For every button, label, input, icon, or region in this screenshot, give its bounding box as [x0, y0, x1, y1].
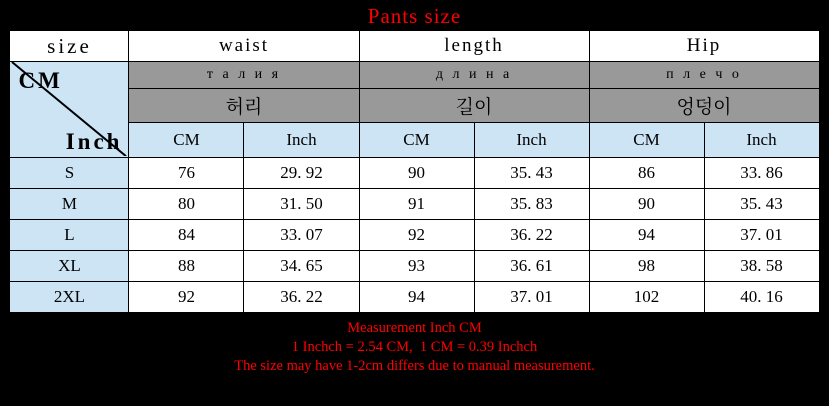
cell-hip-cm: 94 — [589, 220, 704, 251]
cell-hip-inch: 40. 16 — [704, 282, 819, 313]
header-group-waist-ru: т а л и я — [129, 62, 359, 89]
corner-unit-cell — [10, 62, 129, 158]
table-row — [10, 282, 819, 313]
header-unit-length-inch: Inch — [474, 122, 589, 157]
cell-length-inch: 36. 61 — [474, 251, 589, 282]
cell-waist-cm: 88 — [129, 251, 244, 282]
cell-waist-inch: 33. 07 — [244, 220, 359, 251]
header-row-korean — [10, 89, 819, 122]
cell-length-inch: 35. 43 — [474, 158, 589, 189]
cell-waist-cm: 92 — [129, 282, 244, 313]
cell-waist-cm: 76 — [129, 158, 244, 189]
header-group-length-ko: 길이 — [359, 89, 589, 122]
table-row — [10, 158, 819, 189]
header-unit-length-cm: CM — [359, 122, 474, 157]
cell-length-cm: 91 — [359, 189, 474, 220]
header-group-length-ru: д л и н а — [359, 62, 589, 89]
cell-length-cm: 94 — [359, 282, 474, 313]
header-size-label: size — [10, 31, 129, 62]
cell-length-cm: 92 — [359, 220, 474, 251]
table-row — [10, 189, 819, 220]
cell-hip-cm: 90 — [589, 189, 704, 220]
header-unit-waist-inch: Inch — [244, 122, 359, 157]
note-line-3: The size may have 1-2cm differs due to manual measurement. — [234, 358, 595, 374]
header-row-main — [10, 31, 819, 62]
header-unit-waist-cm: CM — [129, 122, 244, 157]
cell-length-cm: 93 — [359, 251, 474, 282]
measurement-notes — [0, 313, 829, 376]
page-title: Pants size — [367, 4, 462, 28]
row-size-label: M — [10, 189, 129, 220]
cell-waist-cm: 80 — [129, 189, 244, 220]
cell-hip-inch: 35. 43 — [704, 189, 819, 220]
cell-hip-cm: 102 — [589, 282, 704, 313]
row-size-label: XL — [10, 251, 129, 282]
header-unit-hip-inch: Inch — [704, 122, 819, 157]
cell-waist-inch: 36. 22 — [244, 282, 359, 313]
cell-waist-inch: 34. 65 — [244, 251, 359, 282]
size-chart-table — [9, 30, 819, 313]
header-row-units — [10, 122, 819, 157]
cell-hip-inch: 33. 86 — [704, 158, 819, 189]
cell-hip-cm: 86 — [589, 158, 704, 189]
corner-inch-label: Inch — [65, 129, 123, 154]
cell-hip-cm: 98 — [589, 251, 704, 282]
cell-waist-cm: 84 — [129, 220, 244, 251]
cell-waist-inch: 31. 50 — [244, 189, 359, 220]
note-line-1: Measurement Inch CM — [347, 320, 482, 336]
header-group-hip-ru: п л е ч о — [589, 62, 819, 89]
header-group-waist: waist — [129, 31, 359, 62]
cell-length-inch: 37. 01 — [474, 282, 589, 313]
corner-cm-label: CM — [18, 68, 63, 93]
header-unit-hip-cm: CM — [589, 122, 704, 157]
header-group-length: length — [359, 31, 589, 62]
cell-length-inch: 35. 83 — [474, 189, 589, 220]
cell-hip-inch: 37. 01 — [704, 220, 819, 251]
header-group-hip-ko: 엉덩이 — [589, 89, 819, 122]
header-group-hip: Hip — [589, 31, 819, 62]
cell-length-inch: 36. 22 — [474, 220, 589, 251]
table-row — [10, 251, 819, 282]
cell-length-cm: 90 — [359, 158, 474, 189]
cell-waist-inch: 29. 92 — [244, 158, 359, 189]
cell-hip-inch: 38. 58 — [704, 251, 819, 282]
note-line-2: 1 Inchch = 2.54 CM, 1 CM = 0.39 Inchch — [291, 339, 538, 355]
header-row-russian — [10, 62, 819, 89]
row-size-label: 2XL — [10, 282, 129, 313]
row-size-label: L — [10, 220, 129, 251]
row-size-label: S — [10, 158, 129, 189]
header-group-waist-ko: 허리 — [129, 89, 359, 122]
table-row — [10, 220, 819, 251]
